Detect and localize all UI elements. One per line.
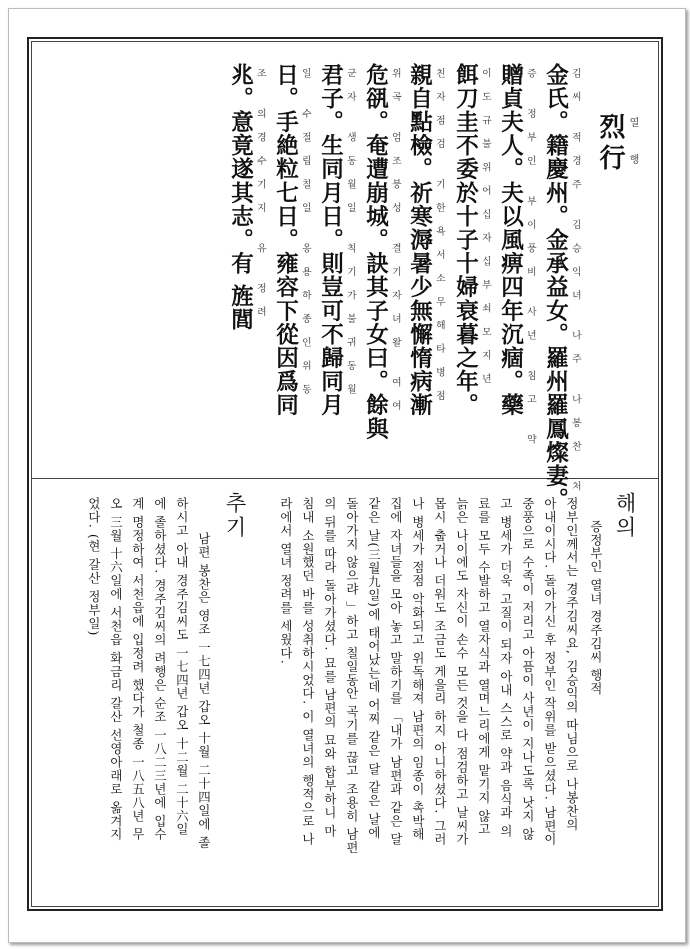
hanja-line-8: 兆。意竟遂其志。有 旌閭 xyxy=(227,63,254,332)
chugi-line-1: 남편 봉찬은 영조 一七四년 갑오 十월 二十四일에 졸 xyxy=(196,532,212,850)
chugi-line-2: 하시고 아내 경주김씨도 一七四년 갑오 十二월 二十六일 xyxy=(174,497,190,837)
haeui-line-12: 의 뒤를 따라 돌아가셨다. 묘를 남편의 묘와 합부하니 마 xyxy=(322,497,338,838)
chugi-line-6: 었다. (현 갈산 정부일) xyxy=(86,497,102,637)
hanja-reading-2: 증 정부인 부이풍비 사년 침고 약 xyxy=(524,68,536,458)
hanja-reading-5: 위곡 엄조붕성 결기자녀왈 여여 xyxy=(389,68,401,424)
haeui-line-5: 료를 모두 수발하고 열자식과 열며느리에게 맡기지 않고 xyxy=(476,497,492,837)
hanja-line-2: 贈貞夫人。夫以風痹四年沉痼。藥 xyxy=(497,63,524,417)
chugi-title: 추기 xyxy=(223,492,247,540)
section-title: 烈行 xyxy=(595,113,625,175)
hanja-reading-4: 친자점검 기한욕서소무해타병점 xyxy=(433,68,445,414)
haeui-line-3: 중풍으로 수족이 저리고 아픔이 사년이 지나도록 낫지 않 xyxy=(520,497,536,842)
hanja-reading-6: 군자 생동월일 칙기가불귀동월 xyxy=(344,68,356,408)
haeui-line-2: 아내이시다. 돌아가신 후 정부인 작위를 받으셨다. 남편이 xyxy=(542,497,558,847)
hanja-line-5: 危谻。奄遭崩城。訣其子女曰。餘與 xyxy=(362,63,389,441)
haeui-line-14: 라에서 열녀 정려를 세웠다. xyxy=(278,497,294,665)
haeui-line-9: 집에 자녀들을 모아 놓고 말하기를 「내가 남편과 같은 달 xyxy=(388,497,404,847)
hanja-reading-3: 이도규불위어십자십부쇠모지년 xyxy=(479,68,491,397)
haeui-line-8: 나 병세가 점점 악화되고 위독해져 남편의 임종이 촉박해 xyxy=(410,497,426,842)
chugi-line-5: 오 三월 十六일에 서천읍 화금리 갈산 선영아래로 옮겨지 xyxy=(108,497,124,842)
hanja-line-4: 親自點檢。祈寒溽暑少無懈惰病漸 xyxy=(406,63,433,417)
hanja-line-1: 金氏。籍慶州。金承益女。羅州羅鳳燦妻。 xyxy=(542,63,569,512)
haeui-line-10: 같은 날(三월九일)에 태어났는데 어찌 같은 달 같은 날에 xyxy=(366,497,382,840)
chugi-line-4: 계 명정하여 서천읍에 입정려 했다가 철종 一八五八년 무 xyxy=(130,497,146,842)
haeui-subtitle: 증정부인 열녀 경주김씨 행적 xyxy=(588,520,604,696)
haeui-line-4: 고 병세가 더욱 고질이 되자 아내 스스로 약과 음식과 의 xyxy=(498,497,514,838)
hanja-reading-8: 조 의경수기지 유 정려 xyxy=(254,68,266,330)
hanja-reading-1: 김씨 적경주 김승익녀 나주 나봉찬 처 xyxy=(569,68,581,505)
hanja-line-3: 餌刀圭不委於十子十婦衰暮之年。 xyxy=(452,63,479,417)
haeui-line-7: 몹시 춥거나 더워도 조금도 게을리 하지 아니하셨다. 그러 xyxy=(432,497,448,847)
haeui-line-13: 침내 소원했던 바를 성취하시었다. 이 열녀의 행적으로 나 xyxy=(300,497,316,847)
hanja-reading-7: 일 수절립칠일 옹용하종인위동 xyxy=(299,68,311,408)
section-title-reading: 열 행 xyxy=(627,117,638,177)
chugi-line-3: 에 졸하셨다. 경주김씨의 려행은 순조 一八二三년에 입수 xyxy=(152,497,168,842)
haeui-line-1: 정부인께서는 경주김씨요, 김승익의 따님으로 나봉찬의 xyxy=(564,497,580,832)
haeui-title: 해의 xyxy=(613,492,637,540)
hanja-line-7: 日。手絶粒七日。雍容下從因爲同 xyxy=(272,63,299,417)
haeui-line-6: 늙은 나이에도 자신이 손수 모든 것을 다 점검하고 날씨가 xyxy=(454,497,470,847)
hanja-line-6: 君子。生同月日。則豈可不歸同月 xyxy=(317,63,344,417)
haeui-line-11: 돌아가지 않으랴 」하고 칠일동안 곡기를 끊고 조용히 남편 xyxy=(344,497,360,855)
